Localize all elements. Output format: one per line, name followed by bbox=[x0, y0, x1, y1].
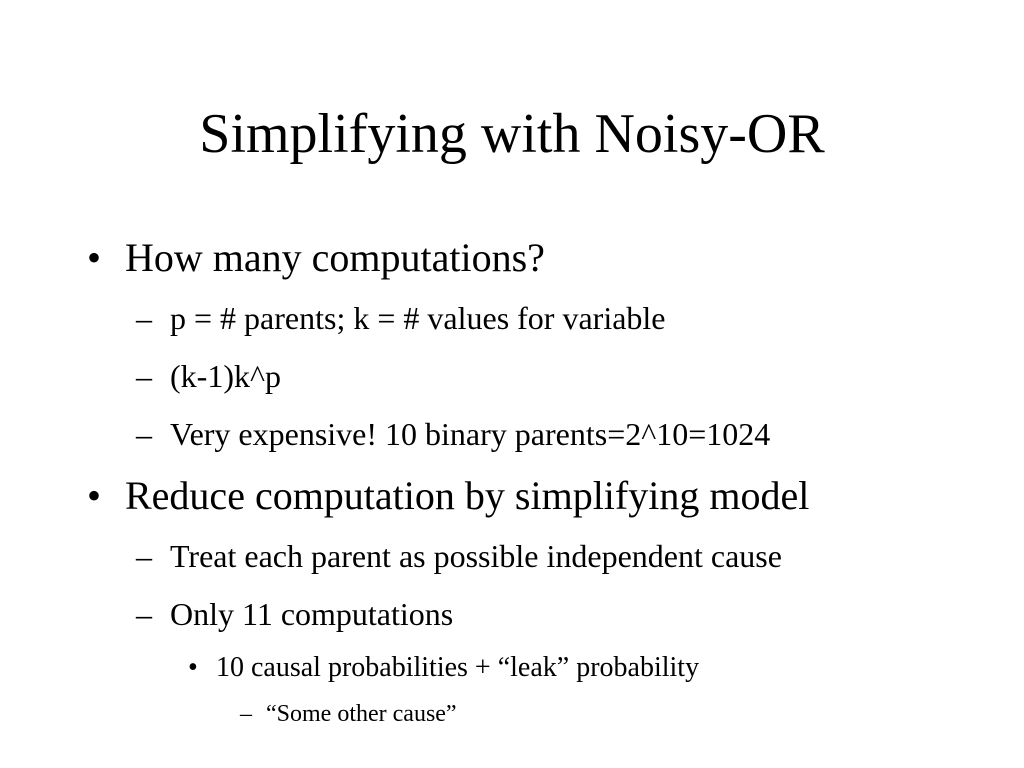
subbullet-text: (k-1)k^p bbox=[170, 358, 281, 394]
bullet-marker: • bbox=[87, 473, 102, 518]
dash-marker: – bbox=[136, 416, 152, 452]
subbullet-independent-cause bbox=[136, 536, 782, 576]
dash-marker: – bbox=[240, 701, 252, 727]
dash-marker: – bbox=[136, 596, 152, 632]
subbullet-very-expensive bbox=[136, 414, 771, 454]
bullet-reduce-computation bbox=[87, 472, 810, 520]
subsubbullet-causal-probabilities bbox=[188, 651, 700, 685]
subbullet-text: Treat each parent as possible independent cause bbox=[170, 538, 782, 574]
bullet-how-many-computations bbox=[87, 234, 545, 282]
bullet-text: Reduce computation by simplifying model bbox=[125, 473, 810, 518]
subbullet-text: Only 11 computations bbox=[170, 596, 454, 632]
dash-marker: – bbox=[136, 358, 152, 394]
bullet-marker: • bbox=[87, 235, 102, 280]
slide-title: Simplifying with Noisy-OR bbox=[199, 103, 825, 165]
subbullet-only-11 bbox=[136, 594, 454, 634]
level4-text: “Some other cause” bbox=[266, 701, 457, 727]
subbullet-text: Very expensive! 10 binary parents=2^10=1024 bbox=[170, 416, 771, 452]
subbullet-text: p = # parents; k = # values for variable bbox=[170, 300, 666, 336]
subbullet-formula bbox=[136, 356, 281, 396]
bullet-marker: • bbox=[188, 652, 198, 683]
subsubbullet-text: 10 causal probabilities + “leak” probability bbox=[216, 652, 700, 683]
dash-marker: – bbox=[136, 300, 152, 336]
level4-some-other-cause bbox=[240, 699, 457, 729]
bullet-text: How many computations? bbox=[125, 235, 545, 280]
subbullet-parents-values bbox=[136, 298, 666, 338]
dash-marker: – bbox=[136, 538, 152, 574]
